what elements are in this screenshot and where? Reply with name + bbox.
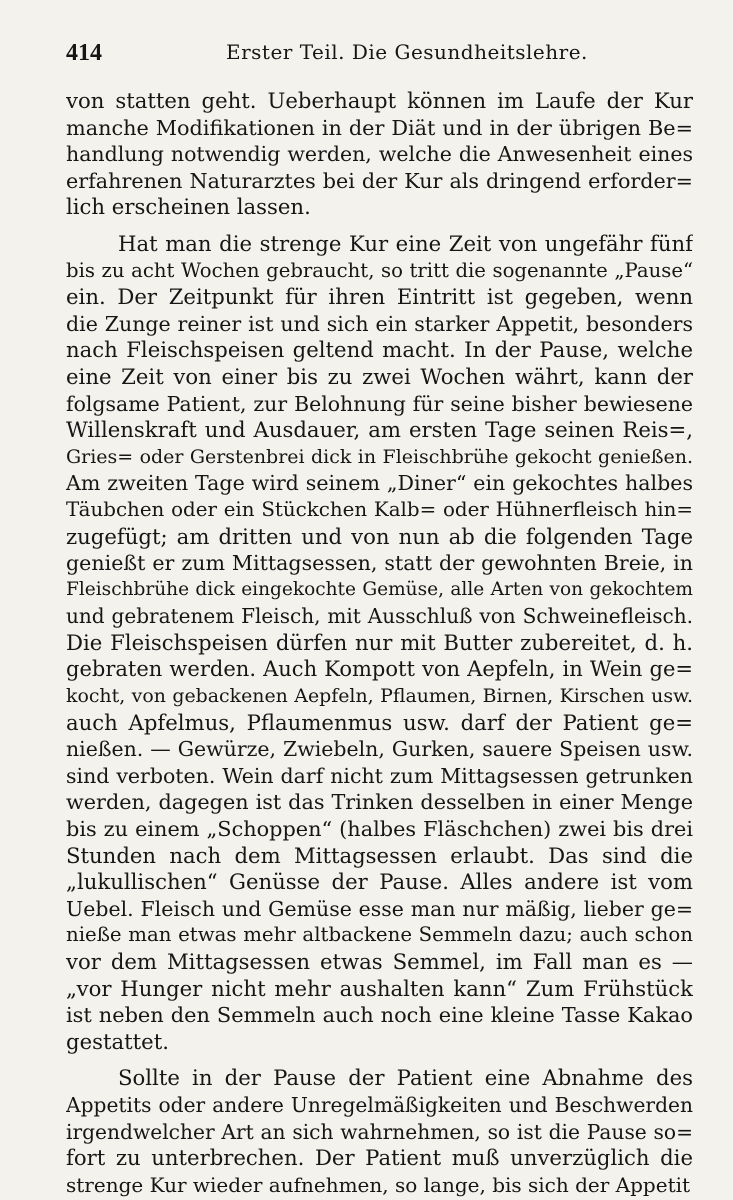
text-line: Uebel. Fleisch und Gemüse esse man nur mäßig, lieber ge= [66, 896, 693, 921]
text-line: die Zunge reiner ist und sich ein starker Appetit, besonders [66, 311, 693, 336]
text-line: „lukullischen“ Genüsse der Pause. Alles andere ist vom [66, 869, 693, 895]
text-line: sind verboten. Wein darf nicht zum Mittagsessen getrunken [66, 763, 693, 788]
text-line: von statten geht. Ueberhaupt können im Laufe der Kur [66, 88, 693, 113]
paragraph [66, 231, 693, 1055]
text-line: eine Zeit von einer bis zu zwei Wochen währt, kann der [66, 363, 693, 389]
text-line: handlung notwendig werden, welche die Anwesenheit eines [66, 142, 693, 167]
text-line: Appetits oder andere Unregelmäßigkeiten und Beschwerden [66, 1092, 693, 1117]
text-line: gebraten werden. Auch Kompott von Aepfeln, in Wein ge= [66, 656, 693, 682]
text-line: Fleischbrühe dick eingekochte Gemüse, alle Arten von gekochtem [66, 578, 693, 600]
text-line: vor dem Mittagsessen etwas Semmel, im Fall man es — [66, 949, 693, 974]
page-header [66, 38, 687, 72]
text-line: Die Fleischspeisen dürfen nur mit Butter zubereitet, d. h. [66, 629, 693, 655]
text-line: auch Apfelmus, Pflaumenmus usw. darf der Patient ge= [66, 709, 693, 735]
text-line: bis zu acht Wochen gebraucht, so tritt die sogenannte „Pause“ [66, 258, 693, 282]
text-line: Sollte in der Pause der Patient eine Abnahme des [118, 1065, 693, 1091]
text-line: „vor Hunger nicht mehr aushalten kann“ Zum Frühstück [66, 975, 693, 1001]
text-line: werden, dagegen ist das Trinken desselben in einer Menge [66, 790, 693, 815]
text-line: Am zweiten Tage wird seinem „Diner“ ein gekochtes halbes [66, 471, 693, 496]
text-line: nieße man etwas mehr altbackene Semmeln dazu; auch schon [66, 923, 693, 947]
paragraph [66, 88, 693, 221]
text-line: ein. Der Zeitpunkt für ihren Eintritt ist gegeben, wenn [66, 284, 693, 310]
text-line: Täubchen oder ein Stückchen Kalb= oder Hühnerfleisch hin= [66, 497, 693, 521]
text-line: irgendwelcher Art an sich wahrnehmen, so ist die Pause so= [66, 1119, 693, 1144]
text-line: fort zu unterbrechen. Der Patient muß unverzüglich die [66, 1145, 693, 1171]
paragraph [66, 1065, 693, 1198]
text-line: ist neben den Semmeln auch noch eine kleine Tasse Kakao [66, 1003, 693, 1028]
text-line: nießen. — Gewürze, Zwiebeln, Gurken, sauere Speisen usw. [66, 737, 693, 762]
text-line: nach Fleischspeisen geltend macht. In der Pause, welche [66, 337, 693, 363]
text-line: manche Modifikationen in der Diät und in der übrigen Be= [66, 115, 693, 140]
text-line: Stunden nach dem Mittagsessen erlaubt. Das sind die [66, 842, 693, 868]
text-line: gestattet. [66, 1028, 169, 1054]
text-line: zugefügt; am dritten und von nun ab die folgenden Tage [66, 523, 693, 549]
text-line: und gebratenem Fleisch, mit Ausschluß von Schweinefleisch. [66, 604, 693, 629]
page-number: 414 [66, 40, 102, 66]
page-body [66, 88, 693, 1198]
text-line: lich erscheinen lassen. [66, 194, 311, 220]
text-line: erfahrenen Naturarztes bei der Kur als dringend erforder= [66, 168, 693, 193]
text-line: folgsame Patient, zur Belohnung für seine bisher bewiesene [66, 391, 693, 416]
running-head: Erster Teil. Die Gesundheitslehre. [226, 40, 588, 64]
text-line: Hat man die strenge Kur eine Zeit von ungefähr fünf [118, 230, 693, 256]
text-line: bis zu einem „Schoppen“ (halbes Fläschchen) zwei bis drei [66, 817, 693, 842]
text-line: Willenskraft und Ausdauer, am ersten Tage seinen Reis=, [66, 417, 693, 443]
text-line: genießt er zum Mittagsessen, statt der gewohnten Breie, in [66, 551, 693, 576]
text-line: kocht, von gebackenen Aepfeln, Pflaumen, Birnen, Kirschen usw. [66, 685, 693, 708]
text-line: Gries= oder Gerstenbrei dick in Fleischbrühe gekocht genießen. [66, 445, 693, 468]
text-line: strenge Kur wieder aufnehmen, so lange, bis sich der Appetit [66, 1172, 691, 1197]
